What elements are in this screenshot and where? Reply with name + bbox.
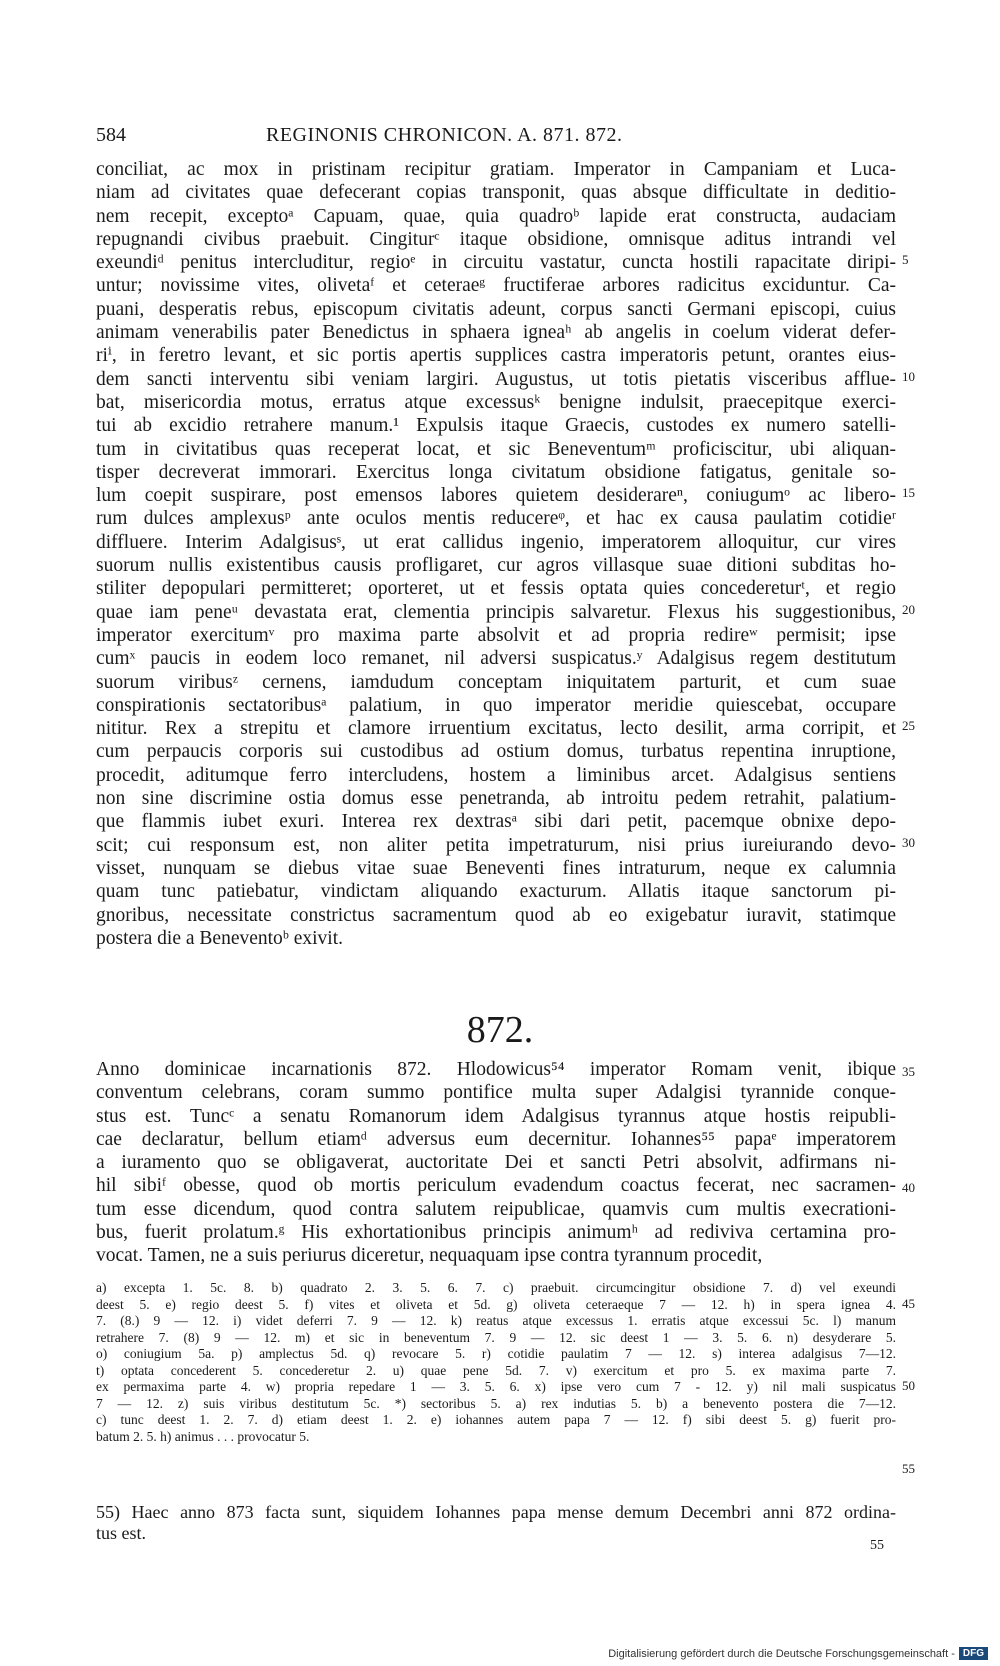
dfg-logo: DFG <box>959 1647 988 1660</box>
text-line: conventum celebrans, coram summo pontifice multa super Adalgisi tyrannide conque- <box>96 1082 896 1104</box>
page-number: 584 <box>96 124 126 146</box>
variant-note-line: retrahere 7. (8) 9 — 12. m) et sic in beneventum 7. 9 — 12. sic deest 1 — 3. 5. 6. n) desyderare 5. <box>96 1329 896 1345</box>
text-line: tui ab excidio retrahere manum.¹ Expulsis itaque Graecis, custodes ex numero satelli- <box>96 415 896 437</box>
text-line: non sine discrimine ostia domus esse penetranda, ab introitu pedem retrahit, palatium- <box>96 788 896 810</box>
margin-number: 40 <box>902 1180 915 1195</box>
running-head: REGINONIS CHRONICON. A. 871. 872. <box>266 124 623 146</box>
variant-note-line: a) excepta 1. 5c. 8. b) quadrato 2. 3. 5. 6. 7. c) praebuit. circumcingitur obsidione 7. d) vel exeundi <box>96 1280 896 1295</box>
footnote-55 <box>96 1502 896 1544</box>
text-line: imperator exercitumᵛ pro maxima parte absolvit et ad propria redireʷ permisit; ipse <box>96 624 896 646</box>
text-line: untur; novissime vites, olivetaᶠ et ceteraeᵍ fructiferae arbores radicitus exciduntur. Ca- <box>96 275 896 297</box>
entry-871-text <box>96 158 896 950</box>
text-line: suorum viribusᶻ cernens, iamdudum conceptam iniquitatem parturit, et cum suae <box>96 671 896 693</box>
footer-text: Digitalisierung gefördert durch die Deutsche Forschungsgemeinschaft - <box>608 1647 955 1660</box>
text-line: lum coepit suspirare, post emensos labores quietem desiderareⁿ, coniugumᵒ ac libero- <box>96 485 896 507</box>
text-line: quae iam peneᵘ devastata erat, clementia principis salvaretur. Flexus his suggestionibus, <box>96 601 896 623</box>
text-line: repugnandi civibus praebuit. Cingiturᶜ itaque obsidione, omnisque aditus intrandi vel <box>96 228 896 250</box>
text-line: cum perpaucis corporis sui custodibus ad ostium domus, turbatus repentina inruptione, <box>96 741 896 763</box>
text-line: nititur. Rex a strepitu et clamore irruentium excitatus, lecto desilit, arma corripit, et <box>96 718 896 740</box>
text-line: cae declaratur, bellum etiamᵈ adversus eum decernitur. Iohannes⁵⁵ papaᵉ imperatorem <box>96 1128 896 1150</box>
text-line: dem sancti interventu sibi veniam largiri. Augustus, ut totis pietatis visceribus afflue- <box>96 368 896 390</box>
footnote-line: tus est. <box>96 1523 147 1543</box>
variant-notes <box>96 1280 896 1445</box>
bottom-margin-number: 55 <box>870 1538 884 1553</box>
text-line: hil sibiᶠ obesse, quod ob mortis periculum evadendum coactus fecerat, nec sacramen- <box>96 1175 896 1197</box>
text-line: conciliat, ac mox in pristinam recipitur gratiam. Imperator in Campaniam et Luca- <box>96 159 896 180</box>
text-line: riⁱ, in feretro levant, et sic portis apertis supplices castra imperatoris petunt, orantes eius- <box>96 345 896 367</box>
entry-872-text <box>96 1058 896 1268</box>
text-line: tum in civitatibus quas receperat locat, et sic Beneventumᵐ proficiscitur, ubi aliquan- <box>96 438 896 460</box>
margin-number: 55 <box>902 1461 915 1476</box>
variant-note-line: deest 5. e) regio deest 5. f) vites et oliveta et 5d. g) oliveta ceteraeque 7 — 12. h) in spera ignea 4. <box>96 1296 896 1312</box>
text-line: postera die a Beneventoᵇ exivit. <box>96 927 343 949</box>
footnote-line: 55) Haec anno 873 facta sunt, siquidem Iohannes papa mense demum Decembri anni 872 ordina- <box>96 1502 896 1522</box>
text-line: conspirationis sectatoribusᵃ palatium, in quo imperator meridie quiescebat, occupare <box>96 694 896 716</box>
text-line: bus, fuerit prolatum.ᵍ His exhortationibus principis animumʰ ad rediviva certamina pro- <box>96 1222 896 1244</box>
text-line: exeundiᵈ penitus intercluditur, regioᵉ in circuitu vastatur, cuncta hostili rapacitate diripi- <box>96 252 896 274</box>
text-line: niam ad civitates quae defecerant copias transponit, quas absque difficultate in deditio- <box>96 182 896 204</box>
variant-note-line: o) coniugium 5a. p) amplectus 5d. q) revocare 5. r) cotidie paulatim 7 — 12. s) interea adalgisus 7—12. <box>96 1346 896 1361</box>
text-line: scit; cui responsum est, non aliter petita impetraturum, nisi prius iureiurando devo- <box>96 834 896 856</box>
text-line: a iuramento quo se obligaverat, auctoritate Dei et sancti Petri absolvit, adfirmans ni- <box>96 1152 896 1174</box>
text-line: Anno dominicae incarnationis 872. Hlodowicus⁵⁴ imperator Romam venit, ibique <box>96 1059 896 1080</box>
text-line: stus est. Tuncᶜ a senatu Romanorum idem Adalgisus tyrannus atque hostis reipubli- <box>96 1105 896 1127</box>
margin-number: 45 <box>902 1296 915 1311</box>
margin-number: 50 <box>902 1378 915 1393</box>
variant-note-line: 7 — 12. z) suis viribus destitutum 5c. *) sectoribus 5. a) rex indutias 5. b) a benevento postera die 7—12. <box>96 1395 896 1411</box>
text-line: nem recepit, exceptoᵃ Capuam, quae, quia quadroᵇ lapide erat constructa, audaciam <box>96 205 896 227</box>
variant-note-line: batum 2. 5. h) animus . . . provocatur 5. <box>96 1428 310 1444</box>
margin-number: 5 <box>902 252 909 267</box>
digitization-footer <box>608 1647 988 1660</box>
text-line: rum dulces amplexusᵖ ante oculos mentis reducereᵠ, et hac ex causa paulatim cotidieʳ <box>96 508 896 530</box>
text-line: gnoribus, necessitate constrictus sacramentum quod ab eo exigebatur iuravit, statimque <box>96 904 896 926</box>
text-line: bat, misericordia motus, erratus atque excessusᵏ benigne indulsit, praecepitque exerci- <box>96 391 896 413</box>
text-line: tisper decreverat immorari. Exercitus longa civitatum obsidione fatigatus, genitale so- <box>96 461 896 483</box>
text-line: quam tunc patiebatur, vindictam aliquando exacturum. Allatis itaque sanctorum pi- <box>96 881 896 903</box>
text-line: procedit, aditumque ferro intercludens, hostem a liminibus arcet. Adalgisus sentiens <box>96 764 896 786</box>
variant-note-line: ex permaxima parte 4. w) propria repedare 1 — 3. 5. 6. x) ipse vero cum 7 - 12. y) nil mali suspicatus <box>96 1379 896 1394</box>
margin-number: 35 <box>902 1064 915 1079</box>
text-line: vocat. Tamen, ne a suis periurus diceretur, nequaquam ipse contra tyrannum procedit, <box>96 1245 763 1267</box>
margin-number: 25 <box>902 718 915 733</box>
text-line: suorum nullis existentibus causis profligaret, cur agros villasque suae ditioni subditas ho- <box>96 555 896 577</box>
margin-number: 15 <box>902 485 915 500</box>
variant-note-line: c) tunc deest 1. 2. 7. d) etiam deest 1. 2. e) iohannes autem papa 7 — 12. f) sibi deest 5. g) fuerit pro- <box>96 1412 896 1427</box>
text-line: tum esse dicendum, quod contra salutem reipublicae, quamvis cum multis execrationi- <box>96 1198 896 1220</box>
variant-note-line: 7. (8.) 9 — 12. i) videt deferri 7. 9 — 12. k) reatus atque excessus 1. erratis atque excessui 5c. l) manum <box>96 1313 896 1328</box>
text-line: stiliter depopulari permitteret; oporteret, ut et fessis optata quies concedereturᵗ, et regio <box>96 578 896 600</box>
page-header <box>96 124 896 150</box>
margin-number: 20 <box>902 602 915 617</box>
text-line: visset, nunquam se diebus vitae suae Beneventi fines intraturum, neque ex calumnia <box>96 857 896 879</box>
text-line: animam venerabilis pater Benedictus in sphaera igneaʰ ab angelis in coelum viderat defer- <box>96 322 896 344</box>
text-line: cumˣ paucis in eodem loco remanet, nil adversi suspicatus.ʸ Adalgisus regem destitutum <box>96 648 896 670</box>
margin-number: 30 <box>902 835 915 850</box>
variant-note-line: t) optata concederent 5. concederetur 2. u) quae pene 5d. 7. v) exercitum et pro 5. ex maxima parte 7. <box>96 1362 896 1378</box>
year-heading-872: 872. <box>466 1009 534 1051</box>
margin-number: 10 <box>902 369 915 384</box>
text-line: diffluere. Interim Adalgisusˢ, ut erat callidus ingenio, imperatorem alloquitur, cur vires <box>96 531 896 553</box>
text-line: que flammis iubet exuri. Interea rex dextrasᵃ sibi dari petit, pacemque obnixe depo- <box>96 811 896 833</box>
text-line: puani, desperatis rebus, episcopum civitatis adeunt, corpus sancti Germani episcopi, cuius <box>96 298 896 320</box>
